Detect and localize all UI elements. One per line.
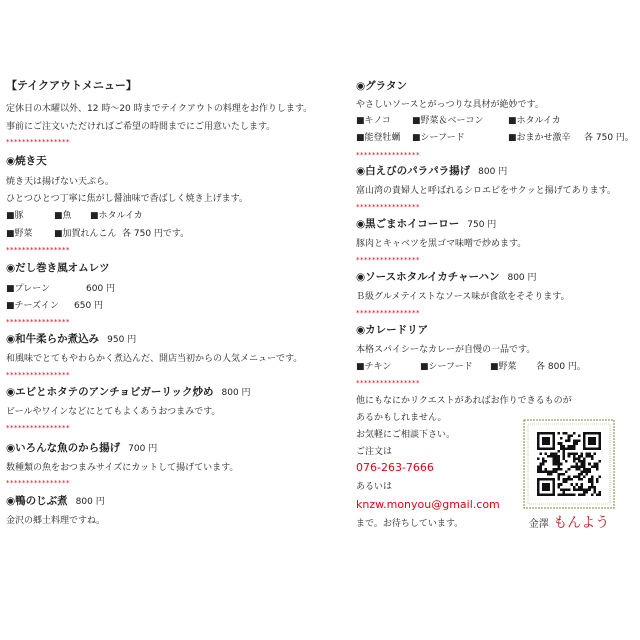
item-yakiten-name: ◉焼き天 — [6, 155, 47, 167]
star-divider: **************** — [6, 371, 70, 379]
item-omelette-option-2 — [6, 300, 103, 312]
intro-line-2: 事前にご注文いただければご希望の時間までにご用意いたします。 — [6, 122, 276, 132]
item-curry-doria-options — [356, 361, 586, 373]
price: 800 円 — [75, 497, 105, 507]
item-yakiten-desc-2: ひとつひとつ丁寧に焦がし醤油味で香ばしく焼き上げます。 — [6, 194, 248, 204]
brand-kana: もんよう — [553, 515, 610, 531]
item-name: ◉エビとホタテのアンチョビガーリック炒め — [6, 386, 214, 398]
price: 700 円 — [128, 444, 158, 454]
item-ebi-hotate-name — [6, 385, 251, 400]
item-wagyu-name — [6, 332, 136, 347]
price: 800 円 — [478, 167, 508, 177]
star-divider: **************** — [356, 151, 420, 159]
option: ■魚 — [54, 211, 72, 221]
contact-line-6: まで。お待ちしています。 — [356, 519, 464, 529]
item-karaage-name — [6, 441, 157, 456]
item-huiguorou-desc: 豚肉とキャベツを黒ゴマ味噌で炒めます。 — [356, 239, 527, 249]
item-ebi-hotate-desc: ビールやワインなどにとてもよくあうおつまみです。 — [6, 407, 221, 417]
item-chahan-desc: Ｂ級グルメテイストなソース味が食欲をそそります。 — [356, 292, 570, 302]
option: ■豚 — [6, 211, 24, 221]
option: ■チキン — [356, 362, 392, 372]
price: 800 円 — [507, 273, 537, 283]
contact-line-4: ご注文は — [356, 447, 393, 457]
item-huiguorou-name — [356, 217, 496, 232]
item-wagyu-desc: 和風味でとてもやわらかく煮込んだ、開店当初からの人気メニューです。 — [6, 354, 303, 364]
price-note: 各 750 円です。 — [122, 229, 190, 239]
option: ■野菜 — [490, 362, 517, 372]
price: 800 円 — [221, 388, 251, 398]
price: 600 円 — [86, 284, 116, 294]
price: 950 円 — [107, 335, 137, 345]
item-yakiten-options-1 — [6, 210, 143, 222]
star-divider: **************** — [356, 256, 420, 264]
star-divider: **************** — [356, 309, 420, 317]
price: 750 円 — [467, 220, 497, 230]
contact-line-5: あるいは — [356, 482, 393, 492]
option: ■ホタルイカ — [90, 211, 143, 221]
price: 650 円 — [74, 301, 104, 311]
contact-line-3: お気軽にご相談下さい。 — [356, 430, 456, 440]
item-kamo-desc: 金沢の郷土料理ですね。 — [6, 516, 106, 526]
option: ■ホタルイカ — [508, 116, 561, 126]
item-name: ◉ソースホタルイカチャーハン — [356, 271, 500, 283]
item-shiroebi-desc: 富山湾の貴婦人と呼ばれるシロエビをサクッと揚げてあります。 — [356, 186, 616, 196]
option: ■プレーン — [6, 284, 50, 294]
intro-line-1: 定休日の木曜以外、12 時～20 時までテイクアウトの料理をお作りします。 — [6, 104, 313, 114]
option: ■能登牡蠣 — [356, 133, 401, 143]
item-chahan-name — [356, 270, 537, 285]
item-yakiten-desc-1: 焼き天は揚げない天ぷら。 — [6, 177, 115, 187]
star-divider: **************** — [356, 203, 420, 211]
price-note: 各 800 円。 — [536, 362, 586, 372]
star-divider: **************** — [6, 424, 70, 432]
item-gratin-options-1 — [356, 115, 561, 127]
item-gratin-name: ◉グラタン — [356, 80, 408, 92]
price-note: 各 750 円。 — [584, 133, 634, 143]
brand-kanji: 金澤 — [528, 519, 549, 530]
option: ■加賀れんこん — [54, 229, 117, 239]
item-name: ◉黒ごまホイコーロー — [356, 218, 460, 230]
item-name: ◉白えびのパラパラ揚げ — [356, 165, 471, 177]
star-divider: **************** — [356, 379, 420, 387]
item-karaage-desc: 数種類の魚をおつまみサイズにカットして揚げています。 — [6, 463, 239, 473]
item-kamo-name — [6, 494, 105, 509]
item-name: ◉鴨のじぶ煮 — [6, 495, 68, 507]
option: ■キノコ — [356, 116, 391, 126]
option: ■野菜 — [6, 229, 33, 239]
option: ■おまかせ激辛 — [508, 133, 571, 143]
item-omelette-name: ◉だし巻き風オムレツ — [6, 262, 110, 274]
item-omelette-option-1 — [6, 283, 115, 295]
star-divider: **************** — [6, 138, 70, 146]
star-divider: **************** — [6, 246, 70, 254]
item-gratin-desc: やさしいソースとがっつりな具材が絶妙です。 — [356, 100, 544, 110]
item-gratin-options-2 — [356, 132, 634, 144]
email-address[interactable]: knzw.monyou@gmail.com — [356, 498, 500, 511]
item-curry-doria-desc: 本格スパイシーなカレーが自慢の一品です。 — [356, 345, 536, 355]
brand-logo — [522, 512, 616, 532]
phone-number[interactable]: 076-263-7666 — [356, 461, 434, 474]
option: ■シーフード — [420, 362, 473, 372]
star-divider: **************** — [6, 479, 70, 487]
option: ■野菜＆ベーコン — [412, 116, 484, 126]
star-divider: **************** — [6, 318, 70, 326]
option: ■シーフード — [412, 133, 465, 143]
item-name: ◉いろんな魚のから揚げ — [6, 442, 121, 454]
item-shiroebi-name — [356, 164, 507, 179]
qr-code[interactable] — [522, 418, 616, 510]
option: ■チーズイン — [6, 301, 59, 311]
item-curry-doria-name: ◉カレードリア — [356, 324, 429, 336]
contact-line-2: あるかもしれません。 — [356, 413, 447, 423]
contact-line-1: 他にもなにかリクエストがあればお作りできるものが — [356, 396, 572, 406]
qr-pattern-icon — [536, 432, 602, 496]
item-name: ◉和牛柔らか煮込み — [6, 333, 100, 345]
item-yakiten-options-2 — [6, 228, 189, 240]
menu-title: 【テイクアウトメニュー】 — [6, 79, 137, 92]
